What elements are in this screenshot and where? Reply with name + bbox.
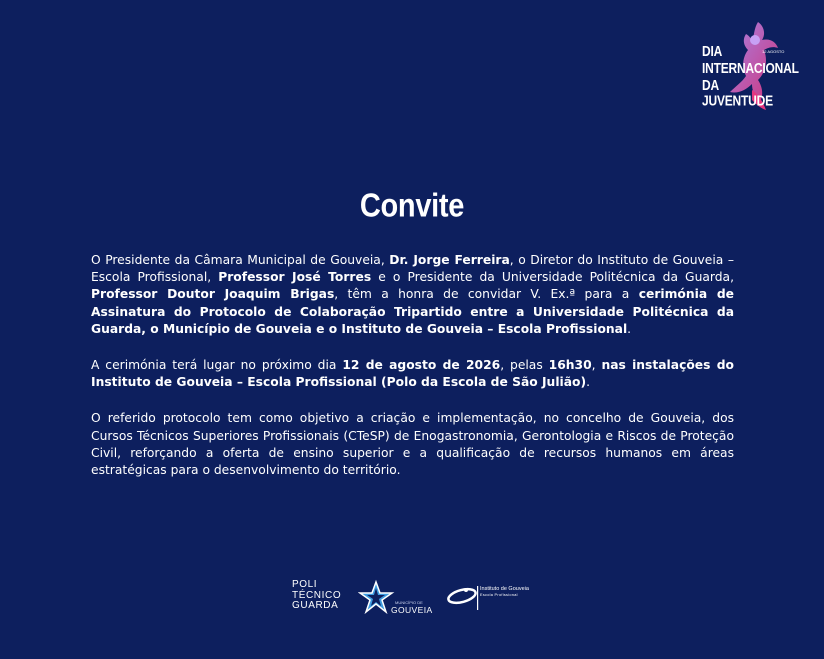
paragraph-event-details [91, 357, 734, 391]
poli-line-1: POLI [292, 579, 318, 590]
paragraph-protocol-objective [91, 410, 734, 479]
text-run: , [591, 358, 602, 373]
gouveia-label: GOUVEIA [391, 605, 433, 615]
bold-text-run: cerimónia de Assinatura do Protocolo de Colaboração Tripartido entre a Universidade Politécnica da Guarda, o Município de Gouveia e o Instituto de Gouveia – Escola Profissional [91, 287, 734, 336]
logo-date-badge: 12 AGOSTO [762, 49, 785, 54]
bold-text-run: Dr. Jorge Ferreira [389, 253, 510, 267]
text-run: , têm a honra de convidar V. Ex.ª para a [334, 287, 639, 302]
poli-line-3: GUARDA [292, 600, 339, 611]
page-title: Convite [359, 187, 465, 225]
bold-text-run: nas instalações do Instituto de Gouveia – Escola Profissional (Polo da Escola de São Julião) [91, 358, 734, 390]
text-run: , pelas [500, 358, 549, 373]
invitation-body [91, 252, 734, 498]
text-run: e o Presidente da Universidade Politécnica da Guarda, [371, 270, 734, 285]
logo-line-1: DIA [702, 42, 723, 60]
footer-logos [290, 578, 540, 618]
municipio-label: MUNICÍPIO DE [395, 600, 423, 605]
text-run: . [586, 375, 591, 390]
poli-line-2: TÉCNICO [292, 589, 342, 601]
bold-text-run: Professor Doutor Joaquim Brigas [91, 287, 335, 302]
dia-internacional-juventude-logo [696, 20, 799, 110]
instituto-name: Instituto de Gouveia [480, 586, 529, 592]
instituto-subtitle: Escola Profissional [480, 593, 518, 597]
logo-line-2: INTERNACIONAL [702, 59, 799, 77]
text-run: . [627, 321, 632, 336]
text-run: O referido protocolo tem como objetivo a criação e implementação, no concelho de Gouveia, dos Cursos Técnicos Superiores Profissionais (CTeSP) de Enogastronomia, Gerontologia e Riscos de Proteção Civil, reforçando a oferta de ensino superior e a qualificação de recursos humanos em áreas estratégicas para o desenvolvimento do território. [91, 411, 734, 478]
text-run: O Presidente da Câmara Municipal de Gouveia, [91, 253, 390, 267]
bold-text-run: 12 de agosto de 2026 [342, 358, 501, 373]
bold-text-run: Professor José Torres [218, 270, 372, 285]
paragraph-invitation [91, 252, 734, 338]
text-run: , o Diretor do Instituto de Gouveia – Escola Profissional, [91, 253, 734, 285]
politecnico-guarda-logo [292, 580, 341, 612]
text-run: A cerimónia terá lugar no próximo dia [91, 358, 343, 373]
bold-text-run: 16h30 [548, 358, 592, 373]
logo-line-3: DA JUVENTUDE [702, 76, 773, 110]
